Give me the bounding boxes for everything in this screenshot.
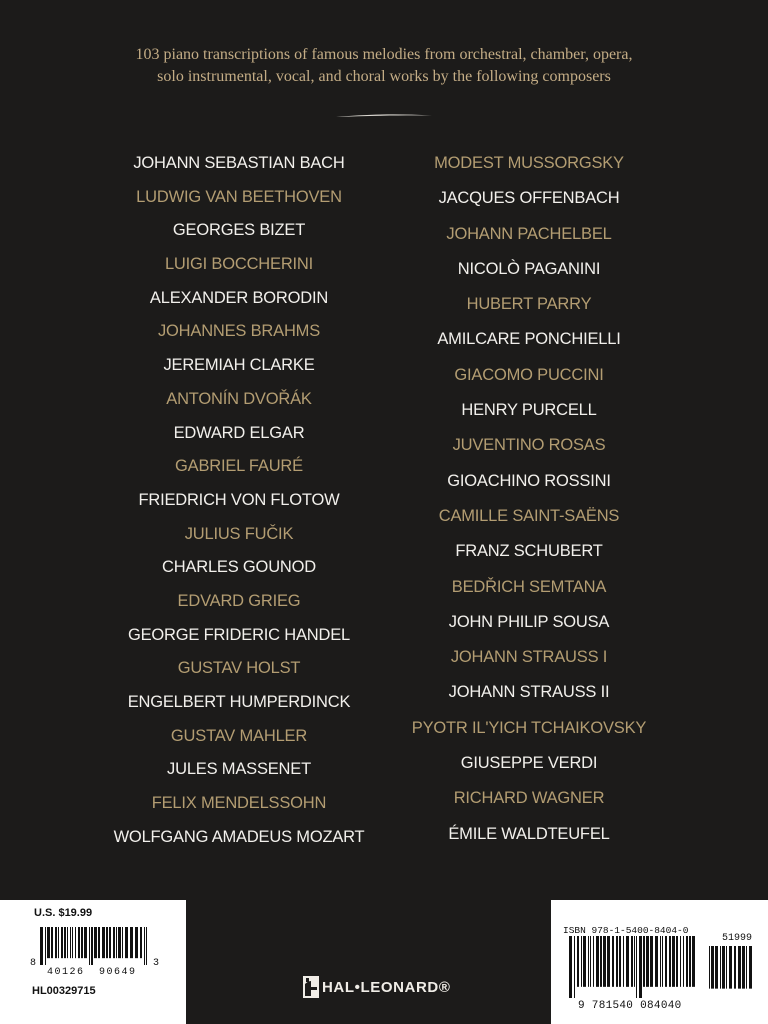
barcode-bar	[45, 927, 46, 965]
composer-list-left	[79, 147, 399, 854]
composer-name: WOLFGANG AMADEUS MOZART	[113, 827, 365, 846]
barcode-bar	[89, 927, 90, 965]
composer-name: GIUSEPPE VERDI	[460, 754, 598, 773]
composer-name: GIOACHINO ROSSINI	[447, 471, 611, 490]
barcode-bar	[709, 946, 710, 989]
barcode-bar	[636, 936, 637, 998]
composer-name: ENGELBERT HUMPERDINCK	[127, 693, 351, 711]
barcode-bar	[58, 927, 59, 958]
composer-name: FRIEDRICH VON FLOTOW	[138, 490, 340, 509]
barcode-bar	[98, 927, 100, 958]
barcode-bar	[146, 927, 147, 965]
barcode-bar	[626, 936, 629, 987]
price: U.S. $19.99	[34, 907, 93, 919]
item-code: HL00329715	[32, 985, 96, 997]
publisher-name: HAL•LEONARD®	[322, 978, 451, 996]
barcode-bar	[577, 936, 579, 987]
barcode-bar	[742, 946, 745, 989]
barcode-bar	[623, 936, 624, 987]
composer-name: JOHANN STRAUSS I	[450, 648, 608, 667]
barcode-bar	[746, 946, 747, 989]
composer-name: JOHANN PACHELBEL	[446, 224, 612, 243]
isbn-barcode	[569, 936, 699, 998]
publisher-logo	[303, 974, 451, 1000]
composer-name: GIACOMO PUCCINI	[454, 365, 604, 384]
barcode-bar	[715, 946, 718, 989]
isbn-label	[551, 900, 768, 1024]
barcode-bar	[689, 936, 691, 987]
composer-name: NICOLÒ PAGANINI	[457, 259, 601, 278]
barcode-bar	[47, 927, 50, 958]
barcode-bar	[650, 936, 653, 987]
composer-name: AMILCARE PONCHIELLI	[437, 330, 621, 349]
composer-name: MODEST MUSSORGSKY	[434, 154, 624, 172]
barcode-bar	[749, 946, 752, 989]
composer-name: LUIGI BOCCHERINI	[164, 255, 314, 274]
barcode-bar	[122, 927, 123, 958]
barcode-bar	[144, 927, 145, 965]
isbn-barcode-digits: 9 781540 084040	[578, 1000, 682, 1012]
barcode-bar	[81, 927, 83, 958]
barcode-bar	[603, 936, 606, 987]
barcode-bar	[113, 927, 115, 958]
barcode-bar	[84, 927, 87, 958]
barcode-bar	[583, 936, 586, 987]
composer-name: JOHANNES BRAHMS	[157, 322, 321, 341]
barcode-bar	[619, 936, 621, 987]
barcode-bar	[588, 936, 589, 987]
barcode-bar	[631, 936, 633, 987]
barcode-bar	[70, 927, 71, 958]
barcode-bar	[109, 927, 111, 958]
barcode-bar	[711, 946, 714, 989]
composer-name: JOHN PHILIP SOUSA	[448, 612, 610, 631]
barcode-bar	[91, 927, 93, 965]
composer-name: CHARLES GOUNOD	[162, 558, 316, 577]
barcode-bar	[738, 946, 741, 989]
composer-name: ANTONÍN DVOŘÁK	[166, 389, 312, 408]
composer-name: JACQUES OFFENBACH	[438, 189, 620, 208]
barcode-bar	[593, 936, 594, 987]
barcode-bar	[683, 936, 684, 987]
upc-barcode	[40, 927, 150, 965]
barcode-bar	[140, 927, 142, 958]
barcode-bar	[116, 927, 117, 958]
barcode-bar	[720, 946, 721, 989]
upc-right-digits: 90649	[99, 967, 137, 978]
composer-name: GEORGE FRIDERIC HANDEL	[127, 625, 351, 644]
barcode-bar	[51, 927, 53, 958]
composer-name: JEREMIAH CLARKE	[163, 356, 315, 375]
barcode-bar	[61, 927, 63, 958]
barcode-bar	[40, 927, 43, 965]
composer-name: JOHANN STRAUSS II	[448, 683, 610, 702]
upc-first-digit: 8	[30, 958, 37, 969]
composer-name: CAMILLE SAINT-SAËNS	[438, 506, 620, 525]
barcode-bar	[676, 936, 678, 987]
composer-name: PYOTR IL'YICH TCHAIKOVSKY	[411, 718, 647, 737]
barcode-bar	[67, 927, 68, 958]
composer-name: FRANZ SCHUBERT	[455, 542, 603, 561]
barcode-bar	[118, 927, 121, 958]
composer-name: HUBERT PARRY	[466, 295, 592, 314]
barcode-bar	[722, 946, 725, 989]
intro-text	[60, 44, 708, 88]
composer-name: ALEXANDER BORODIN	[149, 288, 329, 307]
barcode-bar	[130, 927, 133, 958]
composer-name: GUSTAV MAHLER	[170, 726, 308, 745]
isbn-number: ISBN 978-1-5400-8404-0	[563, 925, 689, 936]
barcode-bar	[574, 936, 575, 998]
barcode-bar	[72, 927, 73, 958]
barcode-bar	[686, 936, 688, 987]
barcode-bar	[665, 936, 667, 987]
composer-name: ÉMILE WALDTEUFEL	[448, 824, 610, 843]
barcode-bar	[612, 936, 614, 987]
barcode-bar	[596, 936, 599, 987]
barcode-bar	[634, 936, 635, 987]
barcode-bar	[607, 936, 610, 987]
composer-name: EDVARD GRIEG	[177, 591, 301, 610]
barcode-bar	[125, 927, 128, 958]
isbn-addon-barcode	[709, 946, 755, 998]
barcode-bar	[102, 927, 105, 958]
composer-name: RICHARD WAGNER	[453, 789, 605, 808]
composer-list-right	[369, 147, 689, 853]
barcode-bar	[726, 946, 727, 989]
composer-name: GABRIEL FAURÉ	[175, 457, 303, 476]
hal-leonard-logo-icon	[303, 976, 319, 998]
barcode-bar	[94, 927, 97, 958]
composer-name: JULES MASSENET	[167, 760, 311, 779]
barcode-bar	[106, 927, 108, 958]
barcode-bar	[655, 936, 658, 987]
composer-name: LUDWIG VAN BEETHOVEN	[136, 187, 342, 206]
composer-name: BEDŘICH SEMTANA	[451, 577, 607, 596]
barcode-bar	[669, 936, 671, 987]
barcode-bar	[55, 927, 57, 958]
barcode-bar	[680, 936, 681, 987]
barcode-bar	[646, 936, 649, 987]
barcode-bar	[600, 936, 602, 987]
barcode-bar	[581, 936, 582, 987]
composer-name: HENRY PURCELL	[461, 401, 597, 420]
barcode-bar	[639, 936, 642, 998]
isbn-addon-number: 51999	[722, 933, 753, 944]
price-label	[0, 900, 186, 1024]
composer-name: FELIX MENDELSSOHN	[151, 794, 327, 813]
composer-name: GEORGES BIZET	[172, 221, 306, 240]
barcode-bar	[616, 936, 618, 987]
composer-name: EDWARD ELGAR	[173, 423, 305, 442]
composer-name: JULIUS FUČIK	[184, 524, 294, 543]
composer-name: JUVENTINO ROSAS	[452, 436, 606, 455]
upc-check-digit: 3	[153, 958, 160, 969]
barcode-bar	[662, 936, 663, 987]
barcode-bar	[75, 927, 76, 958]
barcode-bar	[64, 927, 66, 958]
barcode-bar	[135, 927, 138, 958]
barcode-bar	[78, 927, 80, 958]
barcode-bar	[734, 946, 736, 989]
barcode-bar	[660, 936, 661, 987]
barcode-bar	[643, 936, 645, 987]
intro-line-2: solo instrumental, vocal, and choral works by the following composers	[157, 68, 611, 85]
intro-line-1: 103 piano transcriptions of famous melodies from orchestral, chamber, opera,	[135, 46, 633, 63]
barcode-bar	[590, 936, 591, 987]
decorative-divider	[334, 110, 434, 122]
barcode-bar	[692, 936, 695, 987]
composer-name: JOHANN SEBASTIAN BACH	[133, 154, 345, 172]
barcode-bar	[729, 946, 732, 989]
upc-left-digits: 40126	[47, 967, 85, 978]
composer-name: GUSTAV HOLST	[177, 659, 301, 678]
barcode-bar	[672, 936, 675, 987]
barcode-bar	[569, 936, 572, 998]
